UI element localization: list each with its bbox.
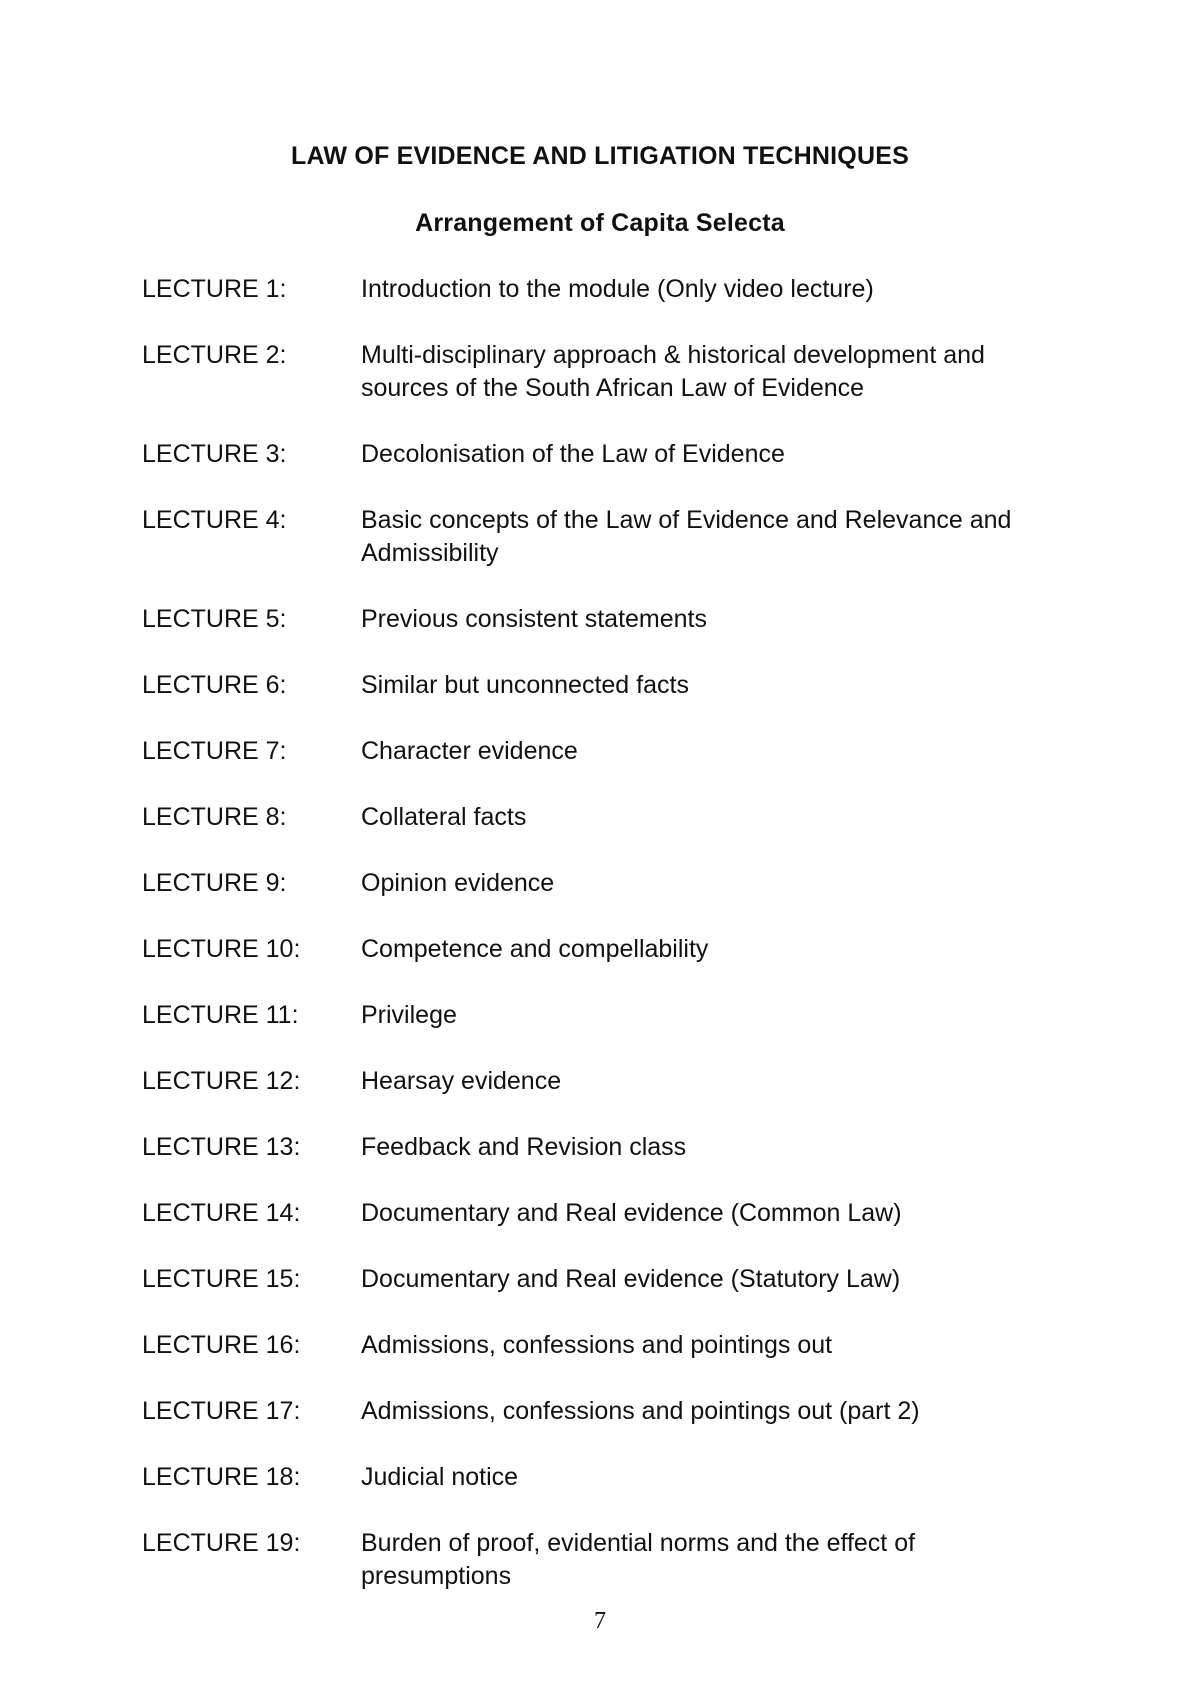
lecture-label: LECTURE 13: (142, 1133, 301, 1161)
lecture-item-19 (142, 1527, 1062, 1593)
lecture-topic: Decolonisation of the Law of Evidence (361, 440, 785, 468)
lecture-label: LECTURE 19: (142, 1529, 301, 1557)
lecture-item-6 (142, 669, 1062, 702)
lecture-topic: Hearsay evidence (361, 1067, 562, 1095)
lecture-item-7 (142, 735, 1062, 768)
lecture-item-8 (142, 801, 1062, 834)
lecture-item-2 (142, 339, 1062, 405)
lecture-label: LECTURE 9: (142, 869, 287, 897)
lecture-item-13 (142, 1131, 1062, 1164)
lecture-item-15 (142, 1263, 1062, 1296)
lecture-topic: Basic concepts of the Law of Evidence and Relevance and Admissibility (361, 506, 1012, 567)
lecture-label: LECTURE 16: (142, 1331, 301, 1359)
lecture-label: LECTURE 7: (142, 737, 287, 765)
lecture-label: LECTURE 4: (142, 506, 287, 534)
lecture-topic: Collateral facts (361, 803, 527, 831)
lecture-label: LECTURE 18: (142, 1463, 301, 1491)
lecture-list (142, 273, 1062, 1626)
page-number: 7 (594, 1608, 606, 1634)
lecture-label: LECTURE 14: (142, 1199, 301, 1227)
lecture-label: LECTURE 6: (142, 671, 287, 699)
lecture-label: LECTURE 2: (142, 341, 287, 369)
lecture-item-1 (142, 273, 1062, 306)
lecture-item-10 (142, 933, 1062, 966)
lecture-topic: Introduction to the module (Only video lecture) (361, 275, 874, 303)
lecture-topic: Documentary and Real evidence (Statutory Law) (361, 1265, 901, 1293)
lecture-topic: Multi-disciplinary approach & historical development and sources of the South African Law of Evidence (361, 341, 985, 402)
lecture-topic: Privilege (361, 1001, 457, 1029)
lecture-topic: Character evidence (361, 737, 578, 765)
lecture-label: LECTURE 10: (142, 935, 301, 963)
lecture-item-3 (142, 438, 1062, 471)
lecture-item-11 (142, 999, 1062, 1032)
lecture-item-14 (142, 1197, 1062, 1230)
document-subtitle: Arrangement of Capita Selecta (415, 209, 785, 237)
lecture-label: LECTURE 1: (142, 275, 287, 303)
lecture-item-16 (142, 1329, 1062, 1362)
lecture-topic: Admissions, confessions and pointings out (361, 1331, 833, 1359)
lecture-topic: Admissions, confessions and pointings out (part 2) (361, 1397, 920, 1425)
lecture-topic: Previous consistent statements (361, 605, 707, 633)
lecture-label: LECTURE 8: (142, 803, 287, 831)
lecture-topic: Opinion evidence (361, 869, 555, 897)
lecture-item-12 (142, 1065, 1062, 1098)
lecture-item-17 (142, 1395, 1062, 1428)
lecture-label: LECTURE 15: (142, 1265, 301, 1293)
lecture-topic: Documentary and Real evidence (Common Law) (361, 1199, 902, 1227)
lecture-item-5 (142, 603, 1062, 636)
document-title: LAW OF EVIDENCE AND LITIGATION TECHNIQUES (291, 142, 909, 170)
lecture-item-9 (142, 867, 1062, 900)
lecture-topic: Judicial notice (361, 1463, 519, 1491)
lecture-item-18 (142, 1461, 1062, 1494)
lecture-label: LECTURE 17: (142, 1397, 301, 1425)
lecture-topic: Similar but unconnected facts (361, 671, 689, 699)
lecture-item-4 (142, 504, 1062, 570)
lecture-label: LECTURE 11: (142, 1001, 299, 1029)
lecture-topic: Burden of proof, evidential norms and the effect of presumptions (361, 1529, 916, 1590)
lecture-label: LECTURE 12: (142, 1067, 301, 1095)
lecture-topic: Feedback and Revision class (361, 1133, 687, 1161)
lecture-topic: Competence and compellability (361, 935, 709, 963)
lecture-label: LECTURE 3: (142, 440, 287, 468)
lecture-label: LECTURE 5: (142, 605, 287, 633)
